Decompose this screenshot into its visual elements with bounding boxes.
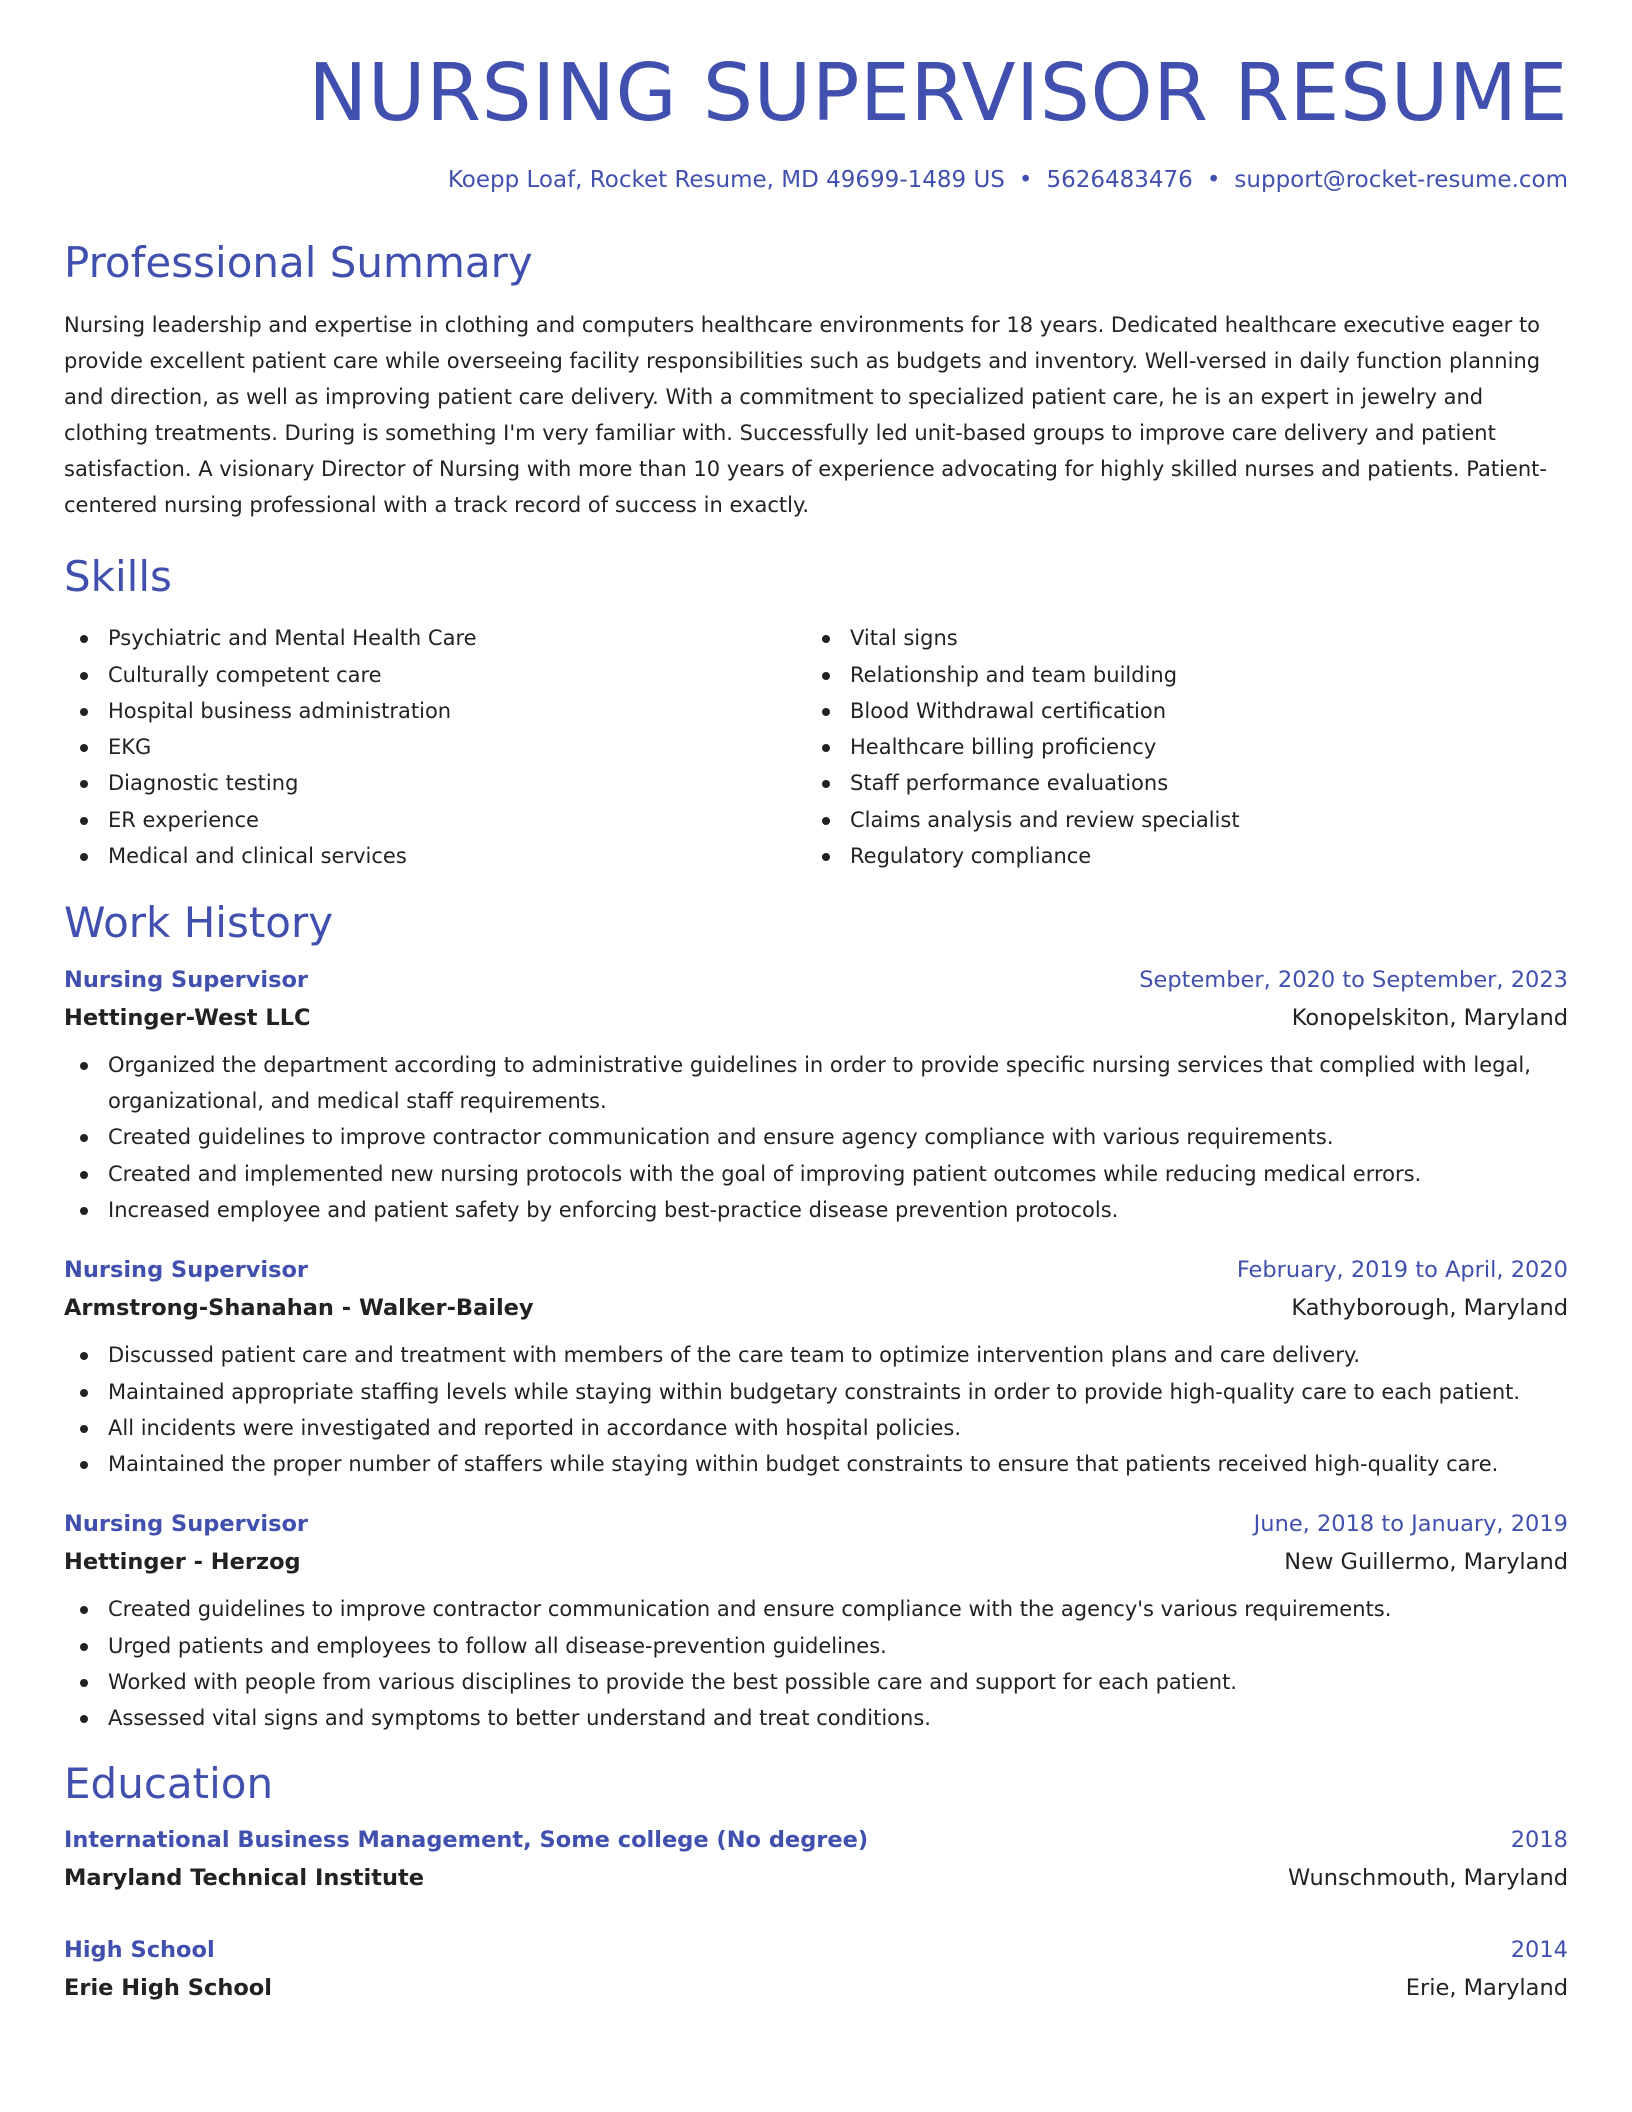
job-company: Hettinger-West LLC — [64, 1004, 311, 1031]
job-bullet: Assessed vital signs and symptoms to better understand and treat conditions. — [64, 1700, 1568, 1736]
summary-text: Nursing leadership and expertise in clothing and computers healthcare environments for 18 years. Dedicated healthcare executive eager to provide excellent patient care while overseeing facility responsibilities such as budgets and inventory. Well-versed in daily function planning and direction, as well as improving patient care delivery. With a commitment to specialized patient care, he is an expert in jewelry and clothing treatments. During is something I'm very familiar with. Successfully led unit-based groups to improve care delivery and patient satisfaction. A visionary Director of Nursing with more than 10 years of experience advocating for highly skilled nurses and patients. Patient-centered nursing professional with a track record of success in exactly. — [64, 312, 1547, 517]
skill-item: Vital signs — [806, 620, 1548, 656]
skill-item: Culturally competent care — [64, 657, 806, 693]
job-location: New Guillermo, Maryland — [1284, 1549, 1568, 1576]
job-bullets — [64, 1591, 1568, 1736]
job-role: Nursing Supervisor — [64, 1257, 309, 1284]
summary-heading: Professional Summary — [64, 238, 533, 288]
contact-line — [64, 167, 1568, 195]
skill-item: Regulatory compliance — [806, 838, 1548, 874]
education-degree-row — [64, 1821, 1568, 1859]
resume-header — [64, 0, 1568, 194]
skill-item: EKG — [64, 729, 806, 765]
education-entry — [64, 1821, 1568, 1897]
job-bullet: Urged patients and employees to follow all disease-prevention guidelines. — [64, 1628, 1568, 1664]
education-location: Wunschmouth, Maryland — [1288, 1864, 1568, 1891]
job-role: Nursing Supervisor — [64, 966, 309, 993]
job-entry — [64, 1251, 1568, 1482]
skill-item: Blood Withdrawal certification — [806, 693, 1548, 729]
education-school: Maryland Technical Institute — [64, 1864, 424, 1891]
job-dates: September, 2020 to September, 2023 — [1139, 966, 1568, 993]
skill-item: ER experience — [64, 802, 806, 838]
skill-item: Psychiatric and Mental Health Care — [64, 620, 806, 656]
skill-item: Relationship and team building — [806, 657, 1548, 693]
job-location: Kathyborough, Maryland — [1291, 1295, 1568, 1322]
contact-email[interactable]: support@rocket-resume.com — [1234, 166, 1568, 193]
contact-separator: • — [1018, 166, 1033, 193]
contact-separator: • — [1206, 166, 1221, 193]
skill-item: Diagnostic testing — [64, 765, 806, 801]
education-degree: International Business Management, Some college (No degree) — [64, 1826, 869, 1853]
job-bullet: Discussed patient care and treatment with members of the care team to optimize intervention plans and care delivery. — [64, 1337, 1568, 1373]
education-degree-row — [64, 1931, 1568, 1969]
education-year: 2018 — [1510, 1826, 1568, 1853]
education-school-row — [64, 1969, 1568, 2007]
skill-item: Medical and clinical services — [64, 838, 806, 874]
skills-list — [64, 620, 1568, 874]
job-company: Hettinger - Herzog — [64, 1549, 301, 1576]
job-bullet: Increased employee and patient safety by enforcing best-practice disease prevention protocols. — [64, 1192, 1568, 1228]
skill-item: Hospital business administration — [64, 693, 806, 729]
skill-item: Healthcare billing proficiency — [806, 729, 1548, 765]
job-bullet: Organized the department according to administrative guidelines in order to provide specific nursing services that complied with legal, organizational, and medical staff requirements. — [64, 1047, 1568, 1120]
job-bullet: Maintained appropriate staffing levels while staying within budgetary constraints in order to provide high-quality care to each patient. — [64, 1374, 1568, 1410]
job-dates: February, 2019 to April, 2020 — [1236, 1257, 1568, 1284]
job-title-row — [64, 961, 1568, 999]
job-bullets — [64, 1047, 1568, 1228]
education-school-row — [64, 1859, 1568, 1897]
education-heading: Education — [64, 1758, 274, 1808]
resume-title: NURSING SUPERVISOR RESUME — [308, 47, 1568, 139]
education-entry — [64, 1931, 1568, 2007]
skills-heading: Skills — [64, 551, 172, 601]
job-title-row — [64, 1505, 1568, 1543]
job-bullet: Created and implemented new nursing protocols with the goal of improving patient outcomes while reducing medical errors. — [64, 1156, 1568, 1192]
job-bullet: All incidents were investigated and reported in accordance with hospital policies. — [64, 1410, 1568, 1446]
job-bullets — [64, 1337, 1568, 1482]
job-company-row — [64, 1543, 1568, 1581]
job-company: Armstrong-Shanahan - Walker-Bailey — [64, 1295, 534, 1322]
contact-phone: 5626483476 — [1046, 166, 1193, 193]
job-entry — [64, 1505, 1568, 1736]
education-degree: High School — [64, 1936, 215, 1963]
job-bullet: Created guidelines to improve contractor communication and ensure compliance with the agency's various requirements. — [64, 1591, 1568, 1627]
education-year: 2014 — [1510, 1936, 1568, 1963]
skill-item: Claims analysis and review specialist — [806, 802, 1548, 838]
job-location: Konopelskiton, Maryland — [1291, 1004, 1568, 1031]
skill-item: Staff performance evaluations — [806, 765, 1548, 801]
job-role: Nursing Supervisor — [64, 1511, 309, 1538]
job-company-row — [64, 1289, 1568, 1327]
job-bullet: Maintained the proper number of staffers while staying within budget constraints to ensure that patients received high-quality care. — [64, 1446, 1568, 1482]
skills-column-right — [806, 620, 1548, 874]
job-entry — [64, 961, 1568, 1228]
job-bullet: Created guidelines to improve contractor communication and ensure agency compliance with various requirements. — [64, 1119, 1568, 1155]
job-company-row — [64, 999, 1568, 1037]
skills-column-left — [64, 620, 806, 874]
resume-page — [64, 0, 1568, 2007]
job-bullet: Worked with people from various disciplines to provide the best possible care and support for each patient. — [64, 1664, 1568, 1700]
education-location: Erie, Maryland — [1405, 1974, 1568, 2001]
contact-address: Koepp Loaf, Rocket Resume, MD 49699-1489 US — [447, 166, 1005, 193]
education-school: Erie High School — [64, 1974, 272, 2001]
work-history-heading: Work History — [64, 898, 334, 948]
job-title-row — [64, 1251, 1568, 1289]
job-dates: June, 2018 to January, 2019 — [1253, 1511, 1568, 1538]
